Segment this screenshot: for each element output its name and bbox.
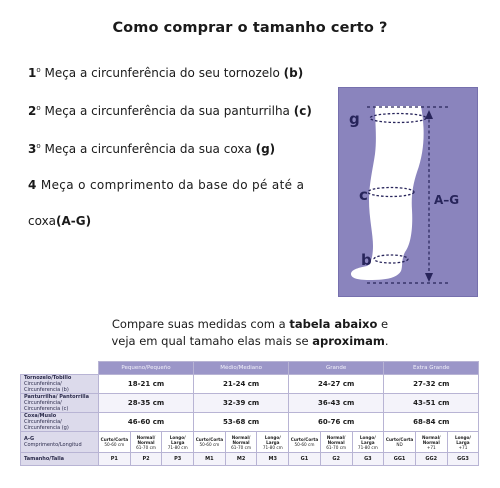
length-type: Longo/ Larga (454, 434, 471, 445)
table-cell: 18-21 cm (99, 375, 194, 394)
table-row-calf (21, 394, 479, 413)
label-g: g (349, 110, 360, 128)
row-label-sub: Comprimento/Longitud (24, 442, 82, 448)
row-label-sub: Circunferência/ Circunferencia (c) (24, 400, 69, 412)
step-code: (c) (293, 104, 312, 118)
compare-instructions (0, 316, 500, 350)
table-cell (447, 432, 479, 453)
row-label (21, 413, 99, 432)
step-3 (28, 142, 275, 156)
table-cell (225, 432, 257, 453)
table-cell (352, 432, 384, 453)
size-code: M3 (257, 453, 289, 466)
size-code: P2 (130, 453, 162, 466)
table-cell: 24-27 cm (289, 375, 384, 394)
compare-text: . (384, 334, 389, 348)
table-cell: 21-24 cm (194, 375, 289, 394)
table-row-size (21, 453, 479, 466)
table-cell: 68-84 cm (384, 413, 479, 432)
row-label-title: Tornozelo/Tobillo (24, 375, 72, 381)
length-range: +71 (458, 444, 468, 450)
step-4-continued (28, 214, 91, 228)
table-cell (130, 432, 162, 453)
step-text: Meça o comprimento da base do pé até a (36, 178, 305, 192)
table-cell: 36-43 cm (289, 394, 384, 413)
compare-text: e (377, 317, 389, 331)
step-text: coxa (28, 214, 57, 228)
label-c: c (359, 186, 368, 204)
row-label-sub: Circunferência/ Circunferencia (g) (24, 419, 69, 431)
length-type: Normal/ Normal (421, 434, 441, 445)
size-code: M2 (225, 453, 257, 466)
row-label-title: Tamanho/Talla (24, 456, 65, 462)
size-code: GG2 (415, 453, 447, 466)
table-cell: 27-32 cm (384, 375, 479, 394)
length-range: 50-60 cm (199, 442, 220, 447)
table-row-thigh (21, 413, 479, 432)
table-cell (194, 432, 226, 453)
header-blank (21, 362, 99, 375)
length-range: +71 (426, 444, 436, 450)
compare-line-1 (0, 316, 500, 333)
step-code: (b) (283, 66, 304, 80)
row-label (21, 375, 99, 394)
row-label-title: Panturrilha/ Pantorrilla (24, 394, 90, 400)
group-medium: Médio/Mediano (194, 362, 289, 375)
length-range: 71-80 cm (167, 444, 188, 450)
length-type: Curto/Corta (290, 437, 319, 442)
label-b: b (361, 251, 372, 269)
table-cell: 60-76 cm (289, 413, 384, 432)
leg-illustration (339, 88, 479, 298)
step-text: Meça a circunferência da sua coxa (40, 142, 256, 156)
table-cell: 28-35 cm (99, 394, 194, 413)
length-type: Longo/ Larga (264, 434, 281, 445)
length-range: 61-70 cm (231, 444, 252, 450)
step-2 (28, 104, 312, 118)
label-a-g: A–G (434, 193, 460, 207)
table-cell (320, 432, 352, 453)
size-code: G3 (352, 453, 384, 466)
size-code: G1 (289, 453, 321, 466)
size-code: M1 (194, 453, 226, 466)
table-cell (162, 432, 194, 453)
table-cell (384, 432, 416, 453)
size-code: P3 (162, 453, 194, 466)
size-code: GG1 (384, 453, 416, 466)
size-table (20, 361, 479, 466)
table-row-length (21, 432, 479, 453)
arrow-down-icon (425, 273, 433, 282)
row-label-sub: Circunferência/ Circunferencia (b) (24, 381, 69, 393)
step-code: (A-G) (56, 214, 92, 228)
table-cell: 32-39 cm (194, 394, 289, 413)
length-range: 71-80 cm (262, 444, 283, 450)
compare-emphasis: tabela abaixo (289, 317, 378, 331)
row-label-title: A-G (24, 436, 35, 442)
row-label (21, 394, 99, 413)
table-cell (257, 432, 289, 453)
step-number: 3 (28, 142, 37, 156)
length-range: ND (396, 442, 403, 447)
page-title: Como comprar o tamanho certo ? (112, 20, 388, 36)
table-row-ankle (21, 375, 479, 394)
step-ordinal: o (36, 66, 41, 74)
length-type: Normal/ Normal (231, 434, 251, 445)
length-range: 50-60 cm (294, 442, 315, 447)
length-range: 71-80 cm (357, 444, 378, 450)
length-range: 61-70 cm (136, 444, 156, 450)
length-type: Curto/Corta (195, 437, 224, 442)
step-text: Meça a circunferência do seu tornozelo (40, 66, 284, 80)
length-range: 61-70 cm (326, 444, 347, 450)
arrow-up-icon (425, 110, 433, 119)
table-cell (415, 432, 447, 453)
step-4 (28, 178, 304, 192)
length-range: 50-60 cm (104, 442, 125, 447)
group-extra-large: Extra Grande (384, 362, 479, 375)
step-code: (g) (255, 142, 276, 156)
length-type: Longo/ Larga (169, 434, 186, 445)
compare-text: veja em qual tamaho elas mais se (111, 334, 313, 348)
length-type: Curto/Corta (385, 437, 414, 442)
length-type: Curto/Corta (100, 437, 129, 442)
group-small: Pequeno/Pequeño (99, 362, 194, 375)
size-group-header-row (21, 362, 479, 375)
table-cell: 46-60 cm (99, 413, 194, 432)
table-cell (289, 432, 321, 453)
step-number: 1 (28, 66, 37, 80)
step-number: 4 (28, 178, 37, 192)
group-large: Grande (289, 362, 384, 375)
step-number: 2 (28, 104, 37, 118)
size-code: P1 (99, 453, 131, 466)
step-ordinal: o (36, 142, 41, 150)
compare-line-2 (0, 333, 500, 350)
compare-text: Compare suas medidas com a (111, 317, 290, 331)
table-cell (99, 432, 131, 453)
step-ordinal: o (36, 104, 41, 112)
leg-measurement-diagram (338, 87, 478, 297)
row-label-title: Coxa/Muslo (24, 413, 57, 419)
step-text: Meça a circunferência da sua panturrilha (40, 104, 294, 118)
row-label (21, 432, 99, 453)
table-cell: 43-51 cm (384, 394, 479, 413)
length-type: Longo/ Larga (359, 434, 376, 445)
step-1 (28, 66, 303, 80)
table-cell: 53-68 cm (194, 413, 289, 432)
row-label (21, 453, 99, 466)
length-type: Normal/ Normal (136, 434, 156, 445)
length-type: Normal/ Normal (326, 434, 346, 445)
compare-emphasis: aproximam (312, 334, 385, 348)
size-code: G2 (320, 453, 352, 466)
size-code: GG3 (447, 453, 479, 466)
